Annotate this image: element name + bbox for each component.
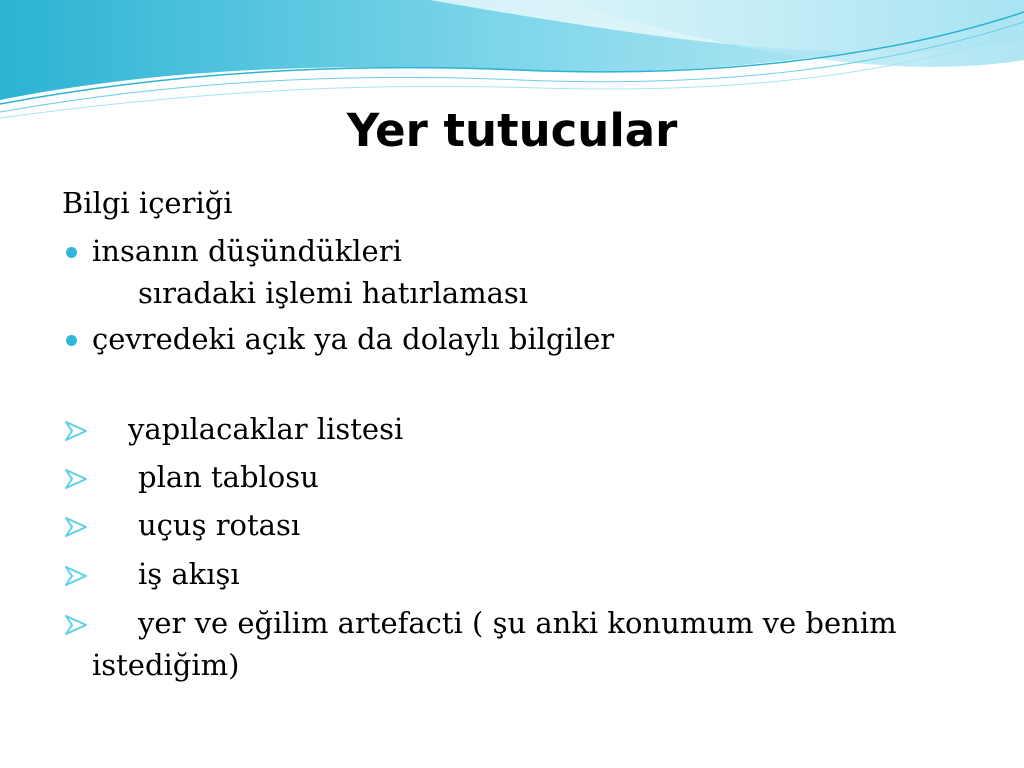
list-item-subtext: sıradaki işlemi hatırlaması	[138, 276, 529, 310]
arrow-bullet-icon	[64, 614, 88, 636]
list-item-continuation: istediğim)	[92, 648, 240, 682]
list-item: plan tablosu	[138, 460, 319, 494]
list-item: yer ve eğilim artefacti ( şu anki konumum ve benim	[138, 606, 897, 640]
bullet-dot-icon	[66, 247, 77, 258]
arrow-bullet-icon	[64, 420, 88, 442]
arrow-bullet-icon	[64, 565, 88, 587]
bullet-dot-icon	[66, 335, 77, 346]
list-item: yapılacaklar listesi	[128, 412, 404, 446]
slide-title: Yer tutucular	[346, 104, 678, 157]
arrow-bullet-icon	[64, 516, 88, 538]
list-item: iş akışı	[138, 557, 240, 591]
list-item: çevredeki açık ya da dolaylı bilgiler	[92, 322, 615, 356]
list-item: uçuş rotası	[138, 508, 301, 542]
list-item: insanın düşündükleri	[92, 234, 402, 268]
content-heading: Bilgi içeriği	[62, 186, 233, 220]
arrow-bullet-icon	[64, 468, 88, 490]
